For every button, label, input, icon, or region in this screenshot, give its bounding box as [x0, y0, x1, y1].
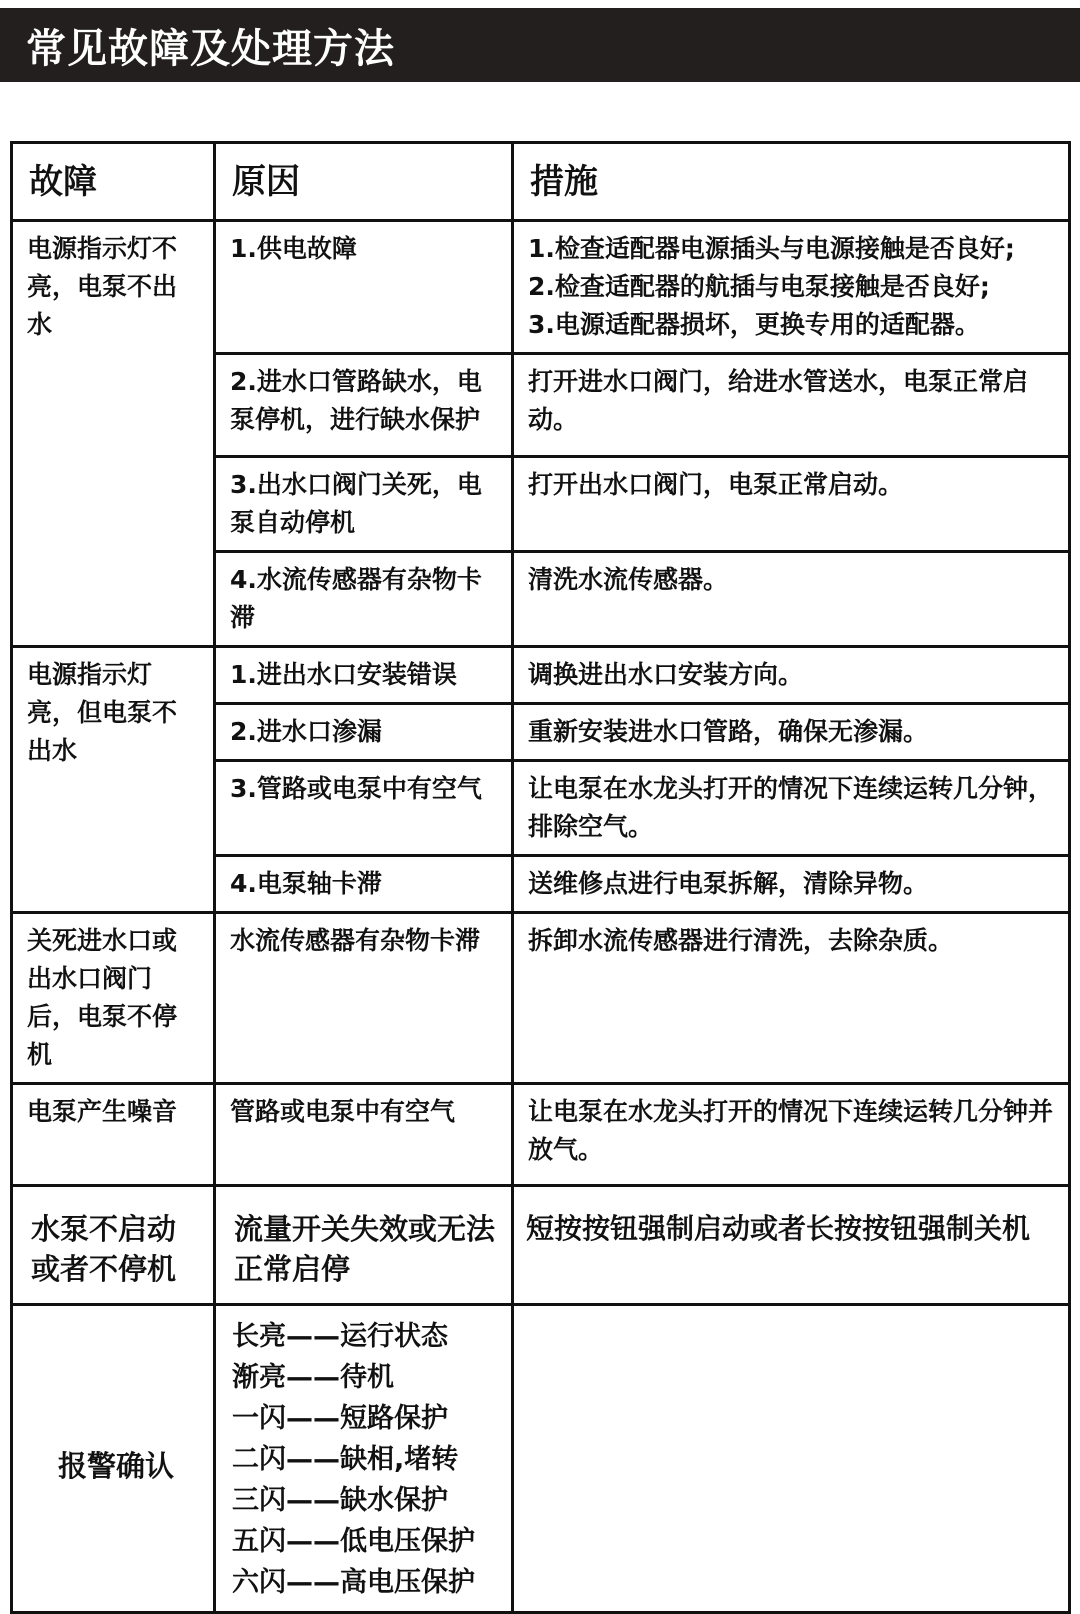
measure-cell: 调换进出水口安装方向。 [513, 647, 1070, 704]
alarm-row [12, 1305, 1070, 1613]
header-cause: 原因 [215, 143, 513, 221]
alarm-code: 六闪——高电压保护 [232, 1567, 475, 1598]
alarm-codes-cell [215, 1305, 513, 1613]
cause-cell: 水流传感器有杂物卡滞 [215, 913, 513, 1084]
cause-cell: 4.电泵轴卡滞 [215, 856, 513, 913]
alarm-measure-cell [513, 1305, 1070, 1613]
alarm-code: 长亮——运行状态 [232, 1321, 448, 1352]
fault-table-wrapper [10, 141, 1068, 1598]
measure-cell: 打开出水口阀门，电泵正常启动。 [513, 457, 1070, 552]
fault-cell: 水泵不启动或者不停机 [12, 1186, 215, 1305]
cause-cell: 管路或电泵中有空气 [215, 1084, 513, 1186]
measure-line: 2.检查适配器的航插与电泵接触是否良好; [528, 272, 990, 301]
measure-cell: 清洗水流传感器。 [513, 552, 1070, 647]
title-bar [0, 8, 1080, 82]
cause-cell: 2.进水口渗漏 [215, 704, 513, 761]
alarm-code: 五闪——低电压保护 [232, 1526, 475, 1557]
cause-cell: 2.进水口管路缺水，电泵停机，进行缺水保护 [215, 354, 513, 457]
fault-cell: 电源指示灯亮，但电泵不出水 [12, 647, 215, 913]
fault-cell: 关死进水口或出水口阀门后，电泵不停机 [12, 913, 215, 1084]
alarm-code: 渐亮——待机 [232, 1362, 394, 1393]
header-fault: 故障 [12, 143, 215, 221]
measure-cell [513, 221, 1070, 354]
fault-cell: 电泵产生噪音 [12, 1084, 215, 1186]
cause-cell: 3.管路或电泵中有空气 [215, 761, 513, 856]
cause-cell: 1.供电故障 [215, 221, 513, 354]
fault-cell: 电源指示灯不亮，电泵不出水 [12, 221, 215, 647]
cause-cell: 流量开关失效或无法正常启停 [215, 1186, 513, 1305]
header-row [12, 143, 1070, 221]
alarm-code: 三闪——缺水保护 [232, 1485, 448, 1516]
measure-cell: 拆卸水流传感器进行清洗，去除杂质。 [513, 913, 1070, 1084]
table-row [12, 1186, 1070, 1305]
table-row [12, 221, 1070, 354]
cause-cell: 3.出水口阀门关死，电泵自动停机 [215, 457, 513, 552]
fault-table [10, 141, 1071, 1614]
measure-cell: 让电泵在水龙头打开的情况下连续运转几分钟并放气。 [513, 1084, 1070, 1186]
measure-cell: 打开进水口阀门，给进水管送水，电泵正常启动。 [513, 354, 1070, 457]
alarm-code: 二闪——缺相,堵转 [232, 1444, 459, 1475]
measure-line: 3.电源适配器损坏，更换专用的适配器。 [528, 310, 980, 339]
alarm-fault-cell: 报警确认 [12, 1305, 215, 1613]
measure-cell: 重新安装进水口管路，确保无渗漏。 [513, 704, 1070, 761]
measure-cell: 送维修点进行电泵拆解，清除异物。 [513, 856, 1070, 913]
measure-line: 1.检查适配器电源插头与电源接触是否良好; [528, 234, 1015, 263]
table-row [12, 913, 1070, 1084]
measure-cell: 短按按钮强制启动或者长按按钮强制关机 [513, 1186, 1070, 1305]
header-measure: 措施 [513, 143, 1070, 221]
cause-cell: 1.进出水口安装错误 [215, 647, 513, 704]
cause-cell: 4.水流传感器有杂物卡滞 [215, 552, 513, 647]
table-row [12, 647, 1070, 704]
measure-cell: 让电泵在水龙头打开的情况下连续运转几分钟，排除空气。 [513, 761, 1070, 856]
table-row [12, 1084, 1070, 1186]
page-title: 常见故障及处理方法 [26, 25, 395, 72]
alarm-code: 一闪——短路保护 [232, 1403, 448, 1434]
